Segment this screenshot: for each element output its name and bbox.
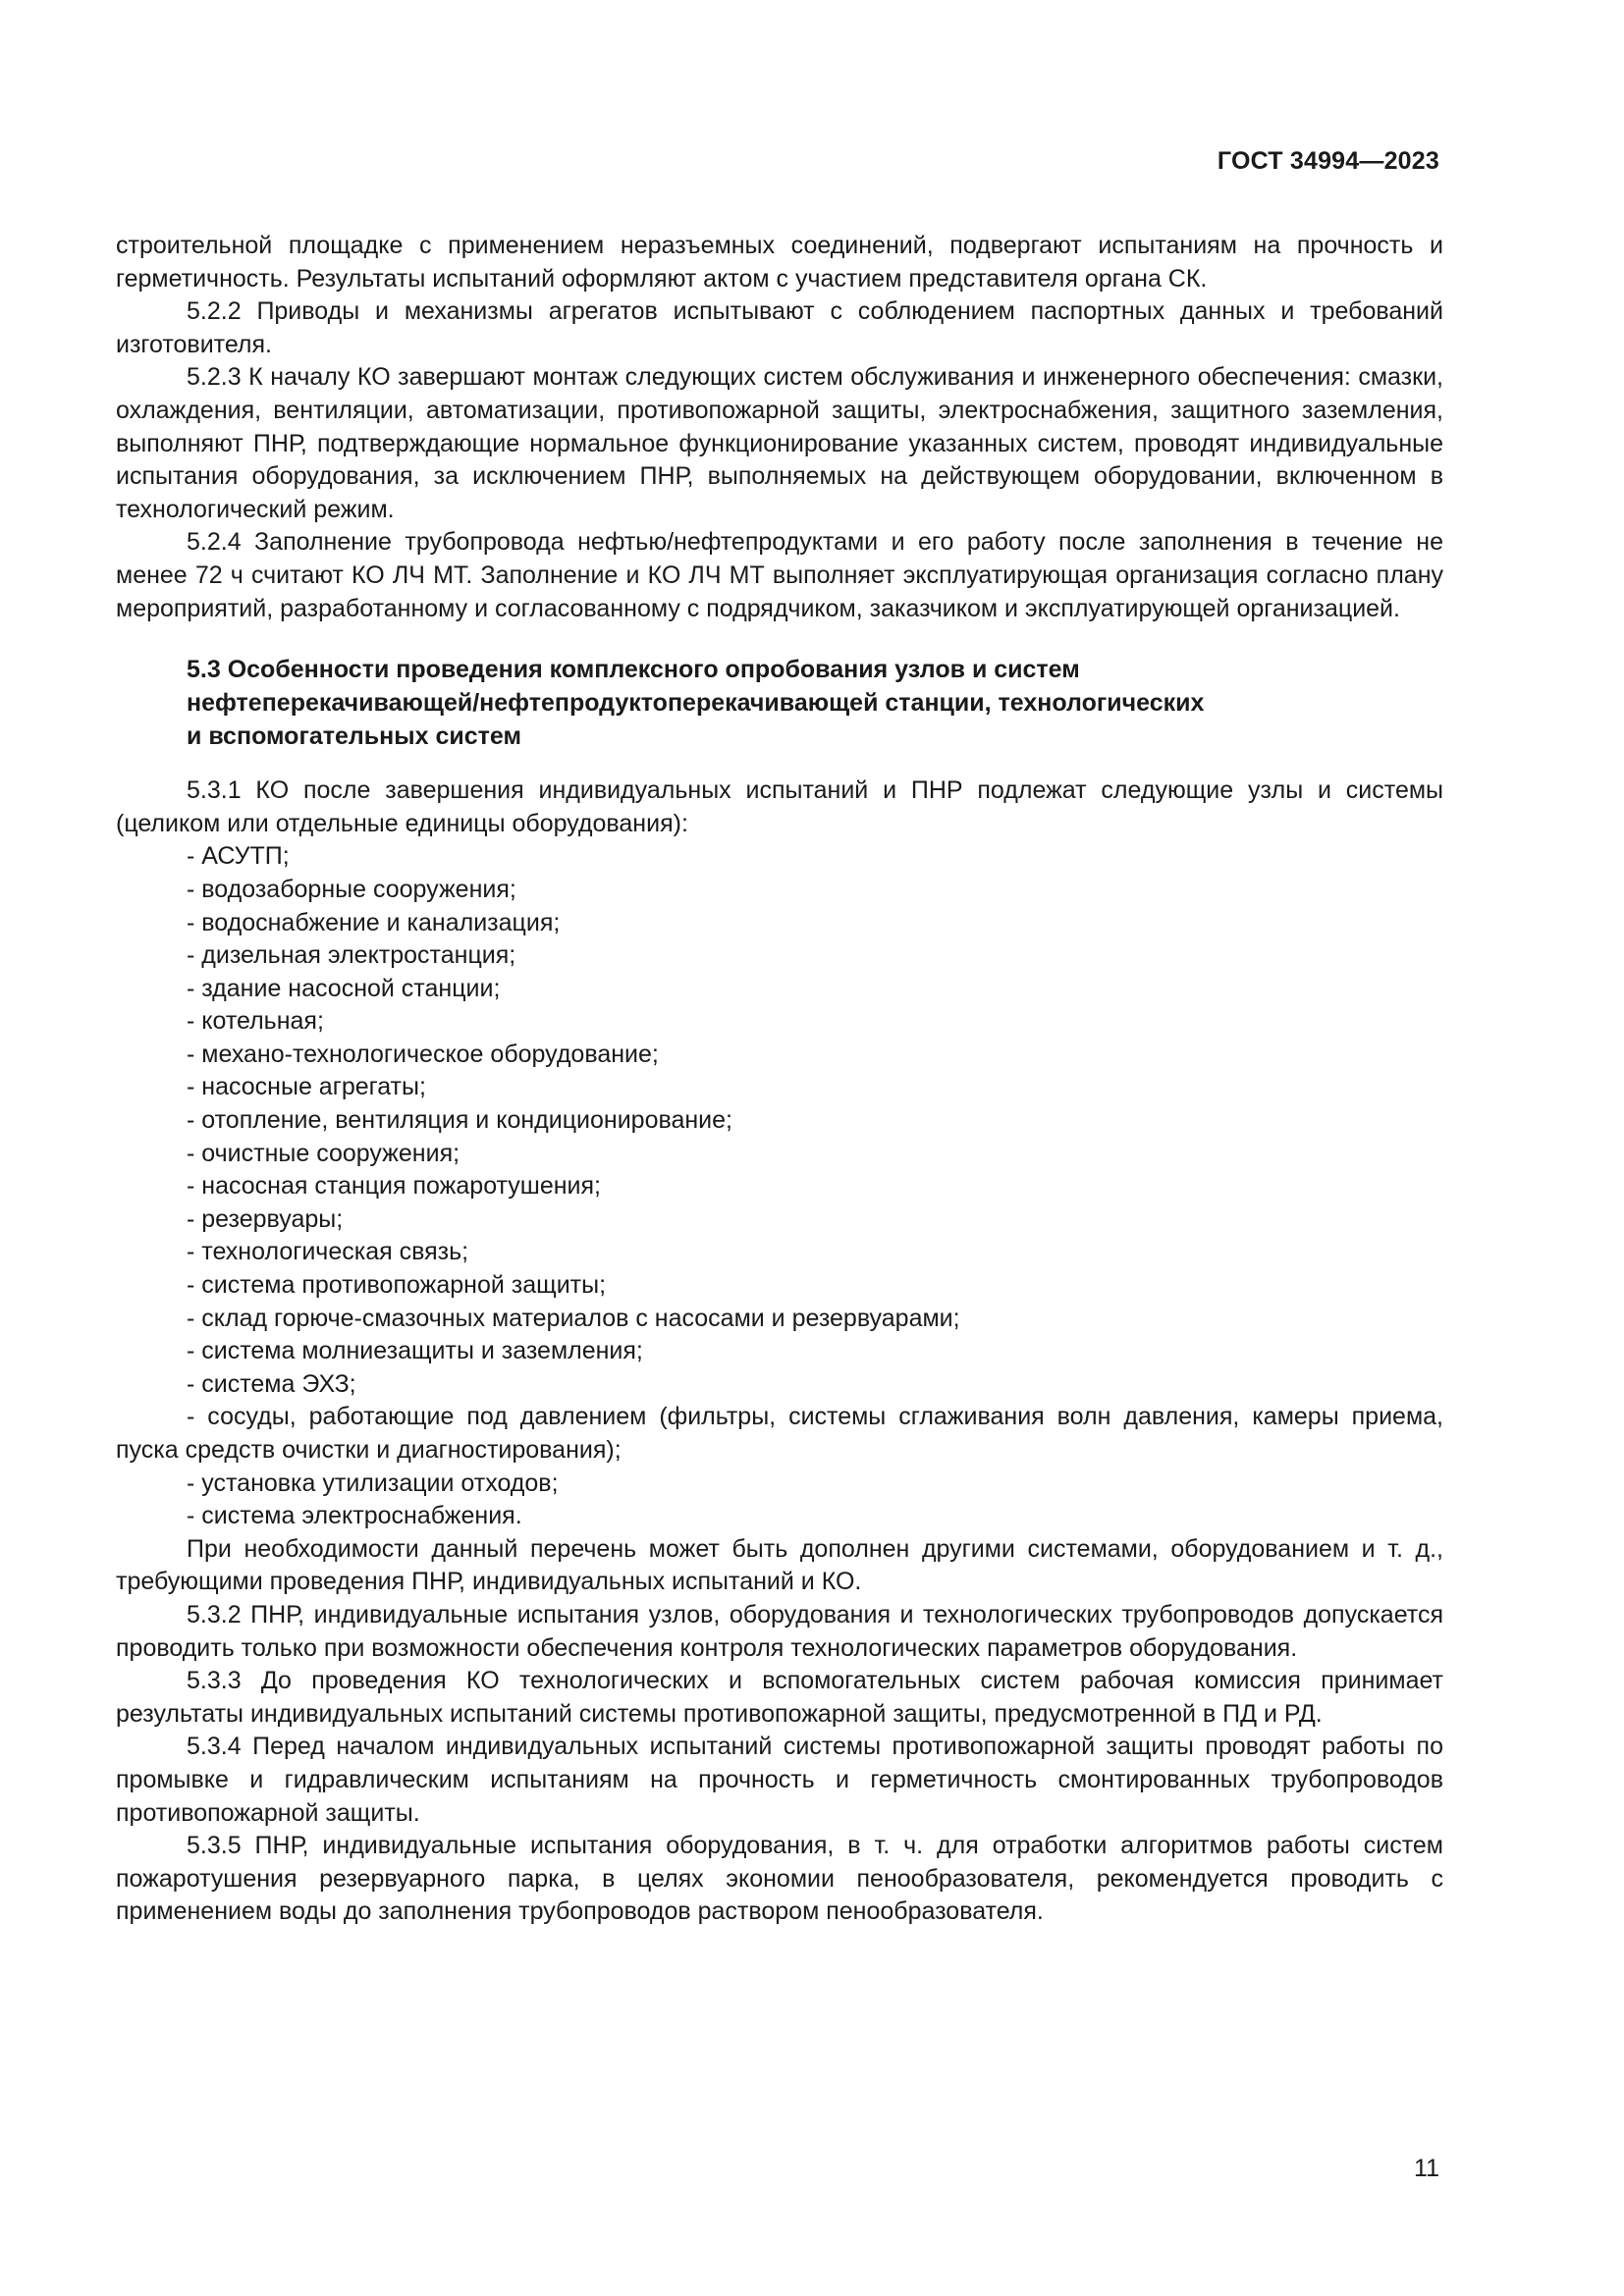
- list-item: - система молниезащиты и заземления;: [187, 1337, 643, 1365]
- list-item: - механо-технологическое оборудование;: [187, 1040, 659, 1068]
- list-item: - резервуары;: [187, 1204, 344, 1233]
- systems-list: [116, 840, 1443, 1532]
- paragraph-5-3-3: 5.3.3 До проведения КО технологических и вспомогательных систем рабочая комиссия принимает результаты индивидуальных испытаний системы противопожарной защиты, предусмотренной в ПД и РД.: [116, 1667, 1443, 1728]
- paragraph-continuation: строительной площадке с применением неразъемных соединений, подвергают испытаниям на прочность и герметичность. Результаты испытаний оформляют актом с участием представителя органа СК.: [116, 232, 1443, 293]
- section-heading-line: и вспомогательных систем: [187, 722, 521, 751]
- section-heading-5-3: [116, 653, 1443, 753]
- list-item: - система противопожарной защиты;: [187, 1271, 607, 1300]
- list-item: - система электроснабжения.: [187, 1502, 522, 1530]
- page-number: 11: [1414, 2155, 1439, 2182]
- section-heading-line: 5.3 Особенности проведения комплексного опробования узлов и систем: [187, 656, 1080, 684]
- list-item: - сосуды, работающие под давлением (фильтры, системы сглаживания волн давления, камеры приема, пуска средств очистки и диагностирования);: [116, 1403, 1443, 1464]
- document-id: ГОСТ 34994—2023: [1217, 147, 1439, 175]
- paragraph-5-2-3: 5.2.3 К началу КО завершают монтаж следующих систем обслуживания и инженерного обеспечения: смазки, охлаждения, вентиляции, автоматизации, противопожарной защиты, электроснабжения, защитного заземления, выполняют ПНР, подтверждающие нормальное функционирование указанных систем, проводят индивидуальные испытания оборудования, за исключением ПНР, выполняемых на действующем оборудовании, включенном в технологический режим.: [116, 363, 1443, 523]
- list-item: - водозаборные сооружения;: [187, 875, 516, 903]
- list-item: - технологическая связь;: [187, 1238, 469, 1266]
- list-item: - очистные сооружения;: [187, 1139, 460, 1167]
- list-item: - система ЭХЗ;: [187, 1369, 356, 1398]
- list-item: - водоснабжение и канализация;: [187, 908, 561, 936]
- list-item: - дизельная электростанция;: [187, 941, 516, 970]
- paragraph-5-2-4: 5.2.4 Заполнение трубопровода нефтью/нефтепродуктами и его работу после заполнения в течение не менее 72 ч считают КО ЛЧ МТ. Заполнение и КО ЛЧ МТ выполняет эксплуатирующая организация согласно плану мероприятий, разработанному и согласованному с подрядчиком, заказчиком и эксплуатирующей организацией.: [116, 528, 1443, 622]
- paragraph-5-3-4: 5.3.4 Перед началом индивидуальных испытаний системы противопожарной защиты проводят работы по промывке и гидравлическим испытаниям на прочность и герметичность смонтированных трубопроводов противопожарной защиты.: [116, 1733, 1443, 1827]
- list-item: - насосные агрегаты;: [187, 1073, 426, 1101]
- paragraph-5-3-1: 5.3.1 КО после завершения индивидуальных испытаний и ПНР подлежат следующие узлы и системы (целиком или отдельные единицы оборудования):: [116, 776, 1443, 837]
- page-body: [116, 230, 1443, 1929]
- list-item: - установка утилизации отходов;: [187, 1468, 559, 1497]
- paragraph-5-3-5: 5.3.5 ПНР, индивидуальные испытания оборудования, в т. ч. для отработки алгоритмов работы систем пожаротушения резервуарного парка, в целях экономии пенообразователя, рекомендуется проводить с применением воды до заполнения трубопроводов раствором пенообразователя.: [116, 1832, 1443, 1926]
- list-item: - котельная;: [187, 1007, 324, 1036]
- list-item: - здание насосной станции;: [187, 974, 501, 1002]
- paragraph-5-2-2: 5.2.2 Приводы и механизмы агрегатов испытывают с соблюдением паспортных данных и требований изготовителя.: [116, 297, 1443, 358]
- section-heading-line: нефтеперекачивающей/нефтепродуктоперекачивающей станции, технологических: [187, 689, 1205, 718]
- list-item: - насосная станция пожаротушения;: [187, 1172, 601, 1201]
- paragraph-list-note: При необходимости данный перечень может быть дополнен другими системами, оборудованием и т. д., требующими проведения ПНР, индивидуальных испытаний и КО.: [116, 1534, 1443, 1596]
- paragraph-5-3-2: 5.3.2 ПНР, индивидуальные испытания узлов, оборудования и технологических трубопроводов допускается проводить только при возможности обеспечения контроля технологических параметров оборудования.: [116, 1600, 1443, 1662]
- list-item: - АСУТП;: [187, 842, 290, 871]
- list-item: - склад горюче-смазочных материалов с насосами и резервуарами;: [187, 1304, 960, 1332]
- list-item: - отопление, вентиляция и кондиционирование;: [187, 1106, 732, 1135]
